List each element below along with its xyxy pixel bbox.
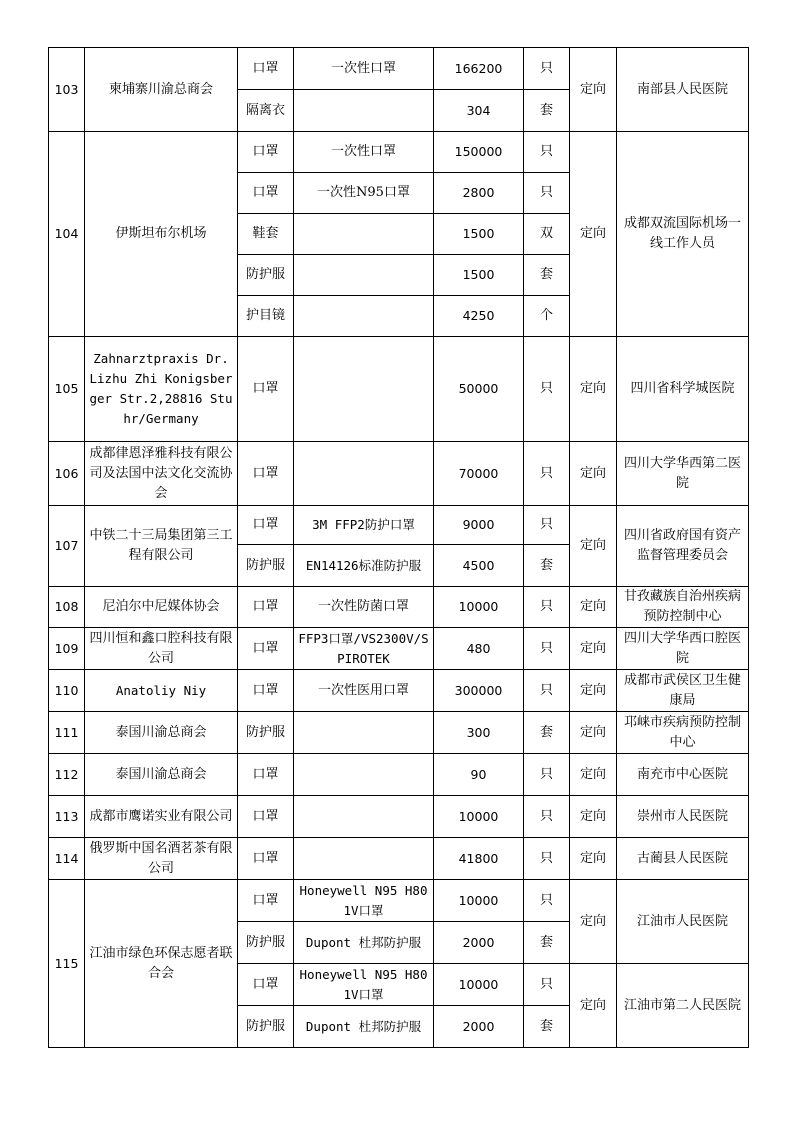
recipient-name: 江油市人民医院 <box>617 880 749 964</box>
donation-mode: 定向 <box>570 132 617 337</box>
row-number: 112 <box>49 754 85 796</box>
recipient-name: 成都双流国际机场一线工作人员 <box>617 132 749 337</box>
item-category: 口罩 <box>238 587 294 628</box>
recipient-name: 成都市武侯区卫生健康局 <box>617 670 749 712</box>
donor-name: Anatoliy Niy <box>85 670 238 712</box>
item-unit: 只 <box>524 337 570 442</box>
item-quantity: 10000 <box>434 796 524 838</box>
item-unit: 只 <box>524 48 570 90</box>
donor-name: 泰国川渝总商会 <box>85 754 238 796</box>
item-spec: Honeywell N95 H801V口罩 <box>294 880 434 922</box>
donation-mode: 定向 <box>570 587 617 628</box>
item-unit: 套 <box>524 1006 570 1048</box>
row-number: 110 <box>49 670 85 712</box>
table-row <box>49 48 749 90</box>
item-unit: 套 <box>524 545 570 587</box>
item-quantity: 9000 <box>434 506 524 545</box>
item-quantity: 41800 <box>434 838 524 880</box>
item-category: 口罩 <box>238 173 294 214</box>
item-quantity: 4250 <box>434 296 524 337</box>
donor-name: 柬埔寨川渝总商会 <box>85 48 238 132</box>
item-category: 防护服 <box>238 922 294 964</box>
item-spec <box>294 442 434 506</box>
donor-name: Zahnarztpraxis Dr. Lizhu Zhi Konigsberger Str.2,28816 Stuhr/Germany <box>85 337 238 442</box>
row-number: 107 <box>49 506 85 587</box>
table-row <box>49 754 749 796</box>
recipient-name: 江油市第二人民医院 <box>617 964 749 1048</box>
item-spec <box>294 838 434 880</box>
donation-mode: 定向 <box>570 670 617 712</box>
item-spec: EN14126标准防护服 <box>294 545 434 587</box>
recipient-name: 四川大学华西口腔医院 <box>617 628 749 670</box>
item-category: 口罩 <box>238 796 294 838</box>
item-unit: 只 <box>524 628 570 670</box>
item-category: 口罩 <box>238 754 294 796</box>
donation-mode: 定向 <box>570 48 617 132</box>
item-category: 防护服 <box>238 1006 294 1048</box>
item-category: 防护服 <box>238 545 294 587</box>
recipient-name: 南部县人民医院 <box>617 48 749 132</box>
item-unit: 只 <box>524 587 570 628</box>
item-spec: Honeywell N95 H801V口罩 <box>294 964 434 1006</box>
donor-name: 俄罗斯中国名酒茗茶有限公司 <box>85 838 238 880</box>
donor-name: 泰国川渝总商会 <box>85 712 238 754</box>
item-quantity: 300 <box>434 712 524 754</box>
recipient-name: 四川省政府国有资产监督管理委员会 <box>617 506 749 587</box>
item-quantity: 10000 <box>434 880 524 922</box>
item-category: 口罩 <box>238 48 294 90</box>
item-spec: 一次性口罩 <box>294 48 434 90</box>
item-quantity: 480 <box>434 628 524 670</box>
recipient-name: 南充市中心医院 <box>617 754 749 796</box>
item-unit: 只 <box>524 964 570 1006</box>
table-row <box>49 838 749 880</box>
recipient-name: 四川大学华西第二医院 <box>617 442 749 506</box>
item-quantity: 2800 <box>434 173 524 214</box>
donation-mode: 定向 <box>570 628 617 670</box>
table-row <box>49 337 749 442</box>
item-spec <box>294 214 434 255</box>
item-spec <box>294 296 434 337</box>
item-unit: 套 <box>524 922 570 964</box>
item-category: 防护服 <box>238 712 294 754</box>
table-row <box>49 587 749 628</box>
item-quantity: 50000 <box>434 337 524 442</box>
row-number: 109 <box>49 628 85 670</box>
item-unit: 只 <box>524 880 570 922</box>
donation-mode: 定向 <box>570 337 617 442</box>
item-category: 鞋套 <box>238 214 294 255</box>
row-number: 106 <box>49 442 85 506</box>
item-unit: 套 <box>524 90 570 132</box>
item-quantity: 90 <box>434 754 524 796</box>
donation-mode: 定向 <box>570 506 617 587</box>
donor-name: 江油市绿色环保志愿者联合会 <box>85 880 238 1048</box>
item-quantity: 2000 <box>434 1006 524 1048</box>
item-category: 口罩 <box>238 838 294 880</box>
donor-name: 伊斯坦布尔机场 <box>85 132 238 337</box>
row-number: 105 <box>49 337 85 442</box>
item-unit: 只 <box>524 506 570 545</box>
item-spec <box>294 255 434 296</box>
item-quantity: 300000 <box>434 670 524 712</box>
table-row <box>49 712 749 754</box>
row-number: 111 <box>49 712 85 754</box>
table-row <box>49 796 749 838</box>
item-spec <box>294 796 434 838</box>
item-spec <box>294 337 434 442</box>
recipient-name: 古蔺县人民医院 <box>617 838 749 880</box>
item-spec: 一次性医用口罩 <box>294 670 434 712</box>
item-quantity: 70000 <box>434 442 524 506</box>
item-spec <box>294 712 434 754</box>
item-quantity: 4500 <box>434 545 524 587</box>
item-unit: 套 <box>524 255 570 296</box>
item-unit: 只 <box>524 132 570 173</box>
item-spec: 一次性防菌口罩 <box>294 587 434 628</box>
item-spec: 3M FFP2防护口罩 <box>294 506 434 545</box>
donation-mode: 定向 <box>570 796 617 838</box>
item-category: 隔离衣 <box>238 90 294 132</box>
item-category: 口罩 <box>238 670 294 712</box>
donor-name: 成都律恩泽雅科技有限公司及法国中法文化交流协会 <box>85 442 238 506</box>
item-category: 护目镜 <box>238 296 294 337</box>
donation-table <box>48 47 749 1048</box>
item-category: 口罩 <box>238 132 294 173</box>
item-quantity: 150000 <box>434 132 524 173</box>
item-unit: 只 <box>524 442 570 506</box>
recipient-name: 四川省科学城医院 <box>617 337 749 442</box>
item-category: 口罩 <box>238 964 294 1006</box>
item-quantity: 2000 <box>434 922 524 964</box>
item-quantity: 1500 <box>434 255 524 296</box>
item-spec <box>294 754 434 796</box>
item-unit: 双 <box>524 214 570 255</box>
item-spec: 一次性口罩 <box>294 132 434 173</box>
donation-mode: 定向 <box>570 442 617 506</box>
item-unit: 只 <box>524 838 570 880</box>
recipient-name: 甘孜藏族自治州疾病预防控制中心 <box>617 587 749 628</box>
row-number: 104 <box>49 132 85 337</box>
item-spec: 一次性N95口罩 <box>294 173 434 214</box>
donation-mode: 定向 <box>570 712 617 754</box>
item-unit: 只 <box>524 754 570 796</box>
item-spec: FFP3口罩/VS2300V/SPIROTEK <box>294 628 434 670</box>
item-spec: Dupont 杜邦防护服 <box>294 922 434 964</box>
item-unit: 只 <box>524 173 570 214</box>
row-number: 108 <box>49 587 85 628</box>
table-row <box>49 670 749 712</box>
item-quantity: 10000 <box>434 587 524 628</box>
item-category: 口罩 <box>238 880 294 922</box>
donor-name: 成都市鹰诺实业有限公司 <box>85 796 238 838</box>
donation-mode: 定向 <box>570 964 617 1048</box>
table-row <box>49 506 749 545</box>
item-category: 口罩 <box>238 442 294 506</box>
item-quantity: 10000 <box>434 964 524 1006</box>
item-category: 口罩 <box>238 337 294 442</box>
item-spec <box>294 90 434 132</box>
row-number: 103 <box>49 48 85 132</box>
item-unit: 只 <box>524 796 570 838</box>
row-number: 114 <box>49 838 85 880</box>
table-row <box>49 880 749 922</box>
item-quantity: 1500 <box>434 214 524 255</box>
donation-mode: 定向 <box>570 880 617 964</box>
item-unit: 个 <box>524 296 570 337</box>
table-row <box>49 442 749 506</box>
item-category: 口罩 <box>238 628 294 670</box>
item-category: 口罩 <box>238 506 294 545</box>
table-row <box>49 628 749 670</box>
row-number: 113 <box>49 796 85 838</box>
donor-name: 尼泊尔中尼媒体协会 <box>85 587 238 628</box>
item-quantity: 166200 <box>434 48 524 90</box>
recipient-name: 邛崃市疾病预防控制中心 <box>617 712 749 754</box>
item-unit: 套 <box>524 712 570 754</box>
item-unit: 只 <box>524 670 570 712</box>
item-spec: Dupont 杜邦防护服 <box>294 1006 434 1048</box>
item-category: 防护服 <box>238 255 294 296</box>
donor-name: 四川恒和鑫口腔科技有限公司 <box>85 628 238 670</box>
donor-name: 中铁二十三局集团第三工程有限公司 <box>85 506 238 587</box>
table-row <box>49 132 749 173</box>
row-number: 115 <box>49 880 85 1048</box>
donation-mode: 定向 <box>570 754 617 796</box>
item-quantity: 304 <box>434 90 524 132</box>
donation-mode: 定向 <box>570 838 617 880</box>
recipient-name: 崇州市人民医院 <box>617 796 749 838</box>
